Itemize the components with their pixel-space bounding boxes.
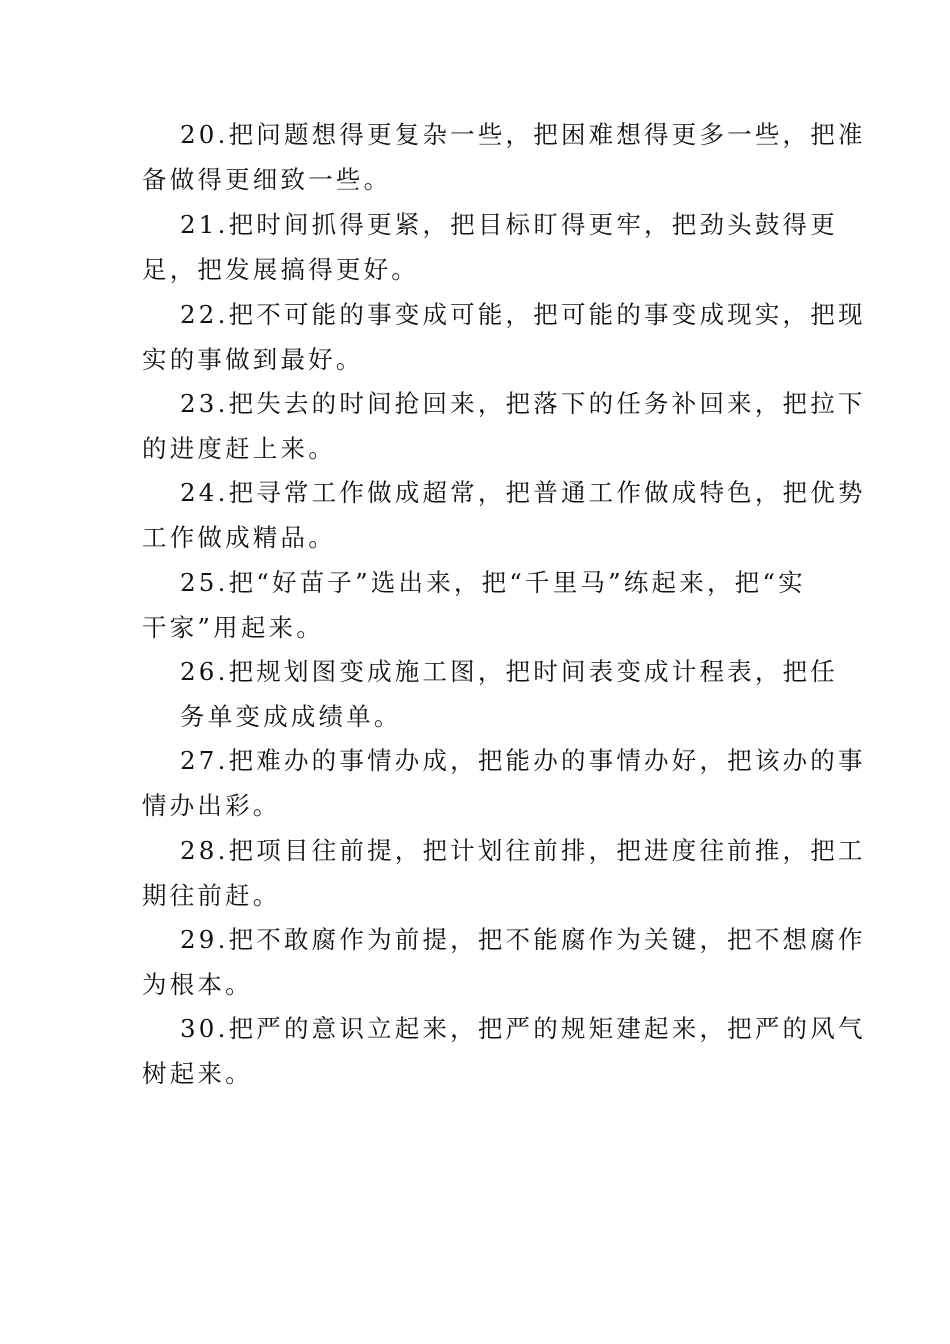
item-line-1: 29.把不敢腐作为前提，把不能腐作为关键，把不想腐作 [180,925,866,954]
list-item-21 [142,202,838,292]
list-item-23 [142,381,866,471]
item-line-2: 实的事做到最好。 [142,345,364,374]
item-line-2: 期往前赶。 [142,881,281,910]
list-item-30 [142,1006,866,1096]
list-item-26 [142,649,838,739]
list-item-24 [142,470,866,560]
item-line-2: 树起来。 [142,1059,253,1088]
item-line-1: 26.把规划图变成施工图，把时间表变成计程表，把任 [180,657,838,686]
item-line-1: 23.把失去的时间抢回来，把落下的任务补回来，把拉下 [180,389,866,418]
item-line-2: 的进度赶上来。 [142,434,336,463]
list-item-22 [142,292,866,382]
list-item-20 [142,112,866,202]
item-line-1: 30.把严的意识立起来，把严的规矩建起来，把严的风气 [180,1014,866,1043]
item-line-2: 干家”用起来。 [142,613,324,642]
item-line-1: 27.把难办的事情办成，把能办的事情办好，把该办的事 [180,746,866,775]
item-line-2: 工作做成精品。 [142,523,336,552]
item-line-2: 为根本。 [142,970,253,999]
list-item-29 [142,917,866,1007]
list-item-27 [142,738,866,828]
item-line-1: 20.把问题想得更复杂一些，把困难想得更多一些，把准 [180,120,866,149]
item-line-1: 25.把“好苗子”选出来，把“千里马”练起来，把“实 [180,568,806,597]
item-line-2: 备做得更细致一些。 [142,165,392,194]
item-line-1: 21.把时间抓得更紧，把目标盯得更牢，把劲头鼓得更 [180,210,838,239]
item-line-1: 24.把寻常工作做成超常，把普通工作做成特色，把优势 [180,478,866,507]
item-line-2: 足，把发展搞得更好。 [142,255,419,284]
list-item-25 [142,560,810,650]
item-line-2: 务单变成成绩单。 [180,702,402,731]
item-line-1: 22.把不可能的事变成可能，把可能的事变成现实，把现 [180,300,866,329]
item-line-2: 情办出彩。 [142,791,281,820]
item-line-1: 28.把项目往前提，把计划往前排，把进度往前推，把工 [180,836,866,865]
list-item-28 [142,828,866,918]
